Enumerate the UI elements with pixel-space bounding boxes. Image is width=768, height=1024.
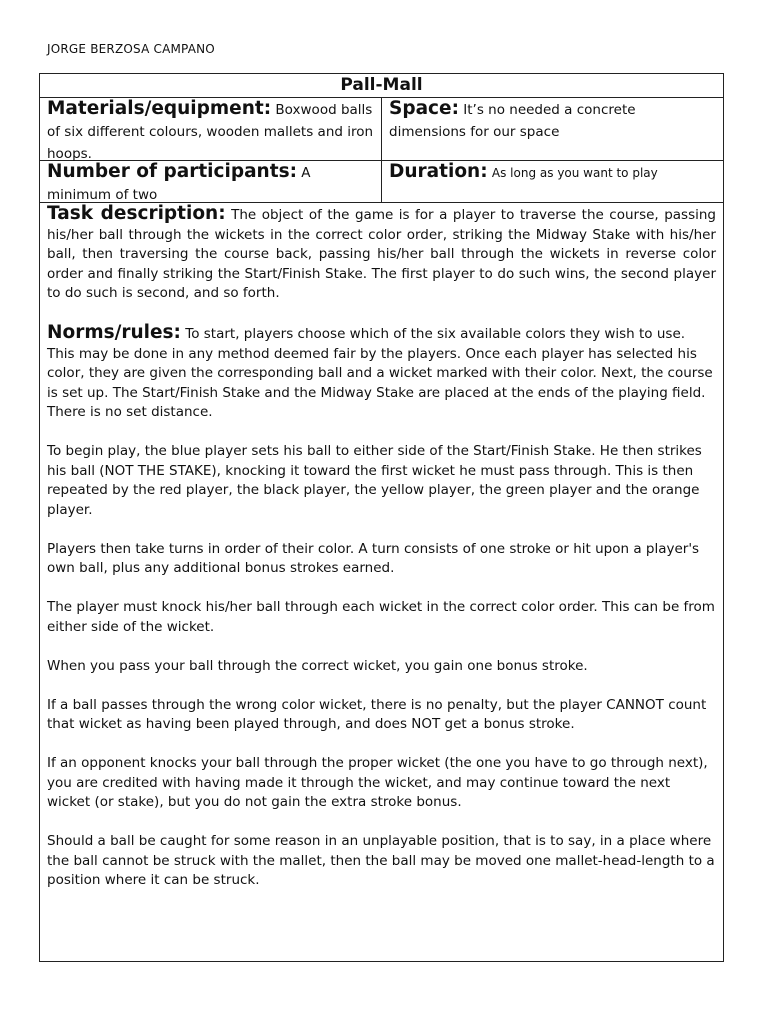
norms-label: Norms/rules: [47, 322, 181, 343]
materials-cell [40, 98, 382, 160]
rule-paragraph: When you pass your ball through the correct wicket, you gain one bonus stroke. [47, 657, 588, 674]
table-row [40, 161, 723, 203]
norms-text: To start, players choose which of the six available colors they wish to use. This may be done in any method deemed fair by the players. Once each player has selected his color, they are given the corresponding ball and a wicket marked with their color. Next, the course is set up. The Start/Finish Stake and the Midway Stake are placed at the ends of the playing field. There is no set distance. [47, 326, 713, 420]
materials-text: Boxwood balls of six different colours, wooden mallets and iron hoops. [47, 102, 374, 162]
duration-cell [382, 161, 723, 202]
space-text: It’s no needed a concrete dimensions for our space [389, 102, 636, 140]
rule-paragraph: If a ball passes through the wrong color wicket, there is no penalty, but the player CANNOT count that wicket as having been played through, and does NOT get a bonus stroke. [47, 696, 707, 732]
materials-label: Materials/equipment: [47, 98, 272, 119]
task-text: The object of the game is for a player to traverse the course, passing his/her ball through the wickets in the correct color order, striking the Midway Stake with his/her ball, then traversing the course back, passing his/her ball through the wickets in reverse color order and finally striking the Start/Finish Stake. The first player to do such wins, the second player to do such is second, and so forth. [47, 207, 716, 301]
task-label: Task description: [47, 203, 226, 224]
norms-rules [47, 323, 716, 423]
participants-label: Number of participants: [47, 161, 297, 182]
rule-paragraph: If an opponent knocks your ball through the proper wicket (the one you have to go through next), you are credited with having made it through the wicket, and may continue toward the next wicket (or stake), but you do not gain the extra stroke bonus. [47, 755, 708, 810]
author-name: JORGE BERZOSA CAMPANO [47, 42, 215, 56]
description-cell [40, 203, 723, 961]
rule-paragraph: The player must knock his/her ball through each wicket in the correct color order. This can be from either side of the wicket. [47, 599, 715, 635]
duration-label: Duration: [389, 161, 488, 182]
rule-paragraph: Should a ball be caught for some reason in an unplayable position, that is to say, in a place where the ball cannot be struck with the mallet, then the ball may be moved one mallet-head-length to a position where it can be struck. [47, 833, 715, 888]
space-cell [382, 98, 723, 160]
table-title: Pall-Mall [40, 74, 723, 98]
task-description [47, 204, 716, 304]
rule-paragraph: Players then take turns in order of their color. A turn consists of one stroke or hit upon a player's own ball, plus any additional bonus strokes earned. [47, 540, 700, 576]
participants-cell [40, 161, 382, 202]
space-label: Space: [389, 98, 459, 119]
participants-text: A minimum of two [47, 165, 311, 203]
rule-paragraph: To begin play, the blue player sets his ball to either side of the Start/Finish Stake. He then strikes his ball (NOT THE STAKE), knocking it toward the first wicket he must pass through. This is then repeated by the red player, the black player, the yellow player, the green player and the orange player. [47, 443, 702, 518]
duration-text: As long as you want to play [491, 166, 658, 180]
game-card-table [39, 73, 724, 962]
table-row [40, 98, 723, 161]
